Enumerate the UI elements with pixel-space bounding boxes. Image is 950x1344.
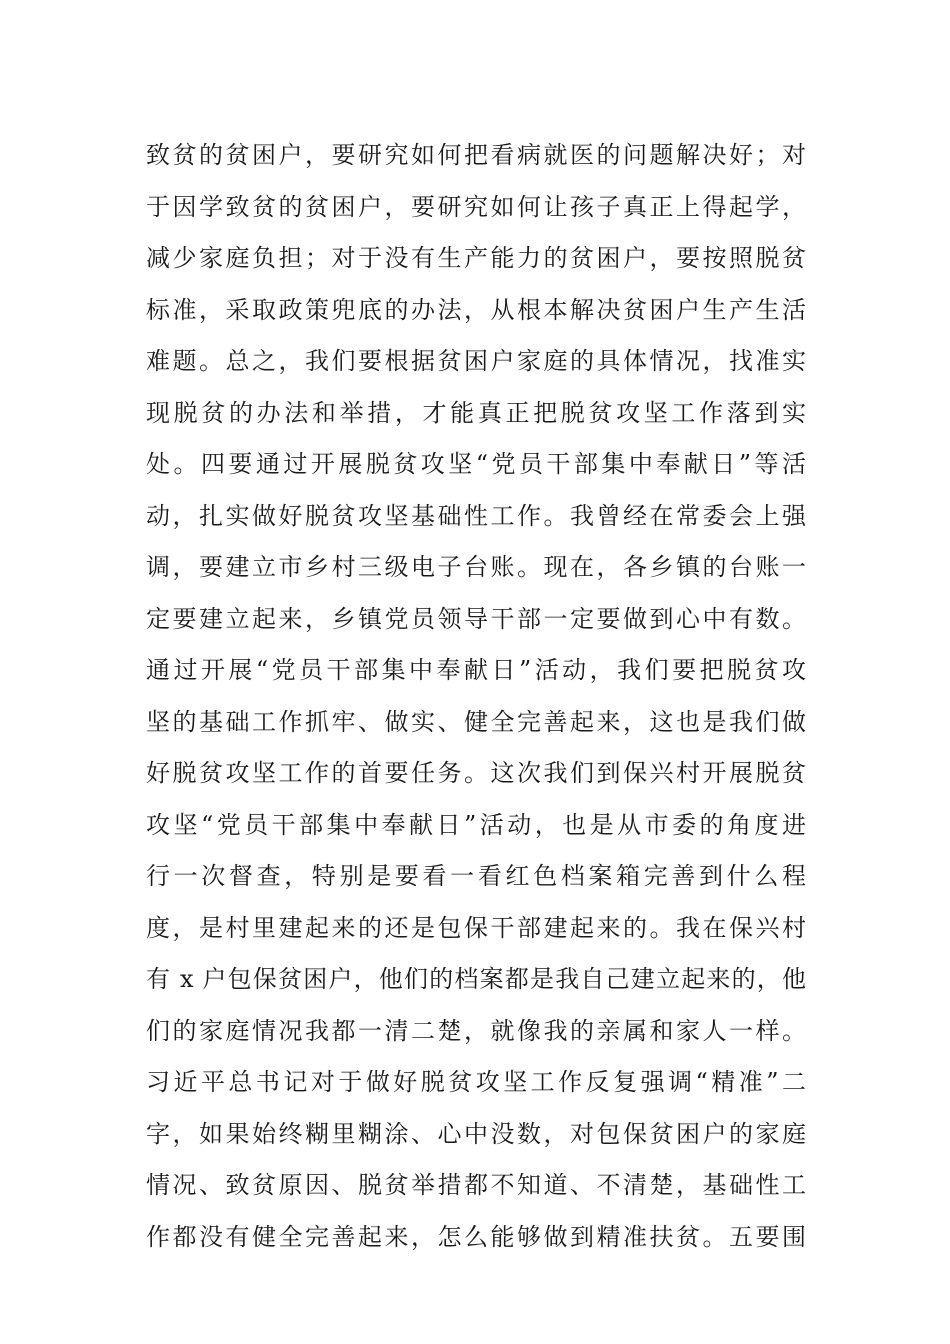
text-line: 们的家庭情况我都一清二楚，就像我的亲属和家人一样。: [146, 1016, 806, 1045]
text-line: 作都没有健全完善起来，怎么能够做到精准扶贫。五要围: [146, 1222, 806, 1251]
text-line: 于因学致贫的贫困户，要研究如何让孩子真正上得起学，: [146, 192, 806, 221]
text-line: 有 x 户包保贫困户，他们的档案都是我自己建立起来的，他: [146, 965, 806, 993]
text-line: 情况、致贫原因、脱贫举措都不知道、不清楚，基础性工: [146, 1171, 806, 1199]
text-line: 度，是村里建起来的还是包保干部建起来的。我在保兴村: [146, 913, 806, 942]
text-line: 习近平总书记对于做好脱贫攻坚工作反复强调“精准”二: [146, 1068, 806, 1096]
text-line: 行一次督查，特别是要看一看红色档案箱完善到什么程: [146, 862, 806, 890]
text-line: 现脱贫的办法和举措，才能真正把脱贫攻坚工作落到实: [146, 398, 806, 427]
text-line: 字，如果始终糊里糊涂、心中没数，对包保贫困户的家庭: [146, 1119, 806, 1148]
body-text: [146, 130, 806, 1263]
text-line: 致贫的贫困户，要研究如何把看病就医的问题解决好；对: [146, 141, 806, 169]
text-line: 标准，采取政策兜底的办法，从根本解决贫困户生产生活: [146, 295, 806, 324]
text-line: 动，扎实做好脱贫攻坚基础性工作。我曾经在常委会上强: [146, 501, 806, 530]
text-line: 攻坚“党员干部集中奉献日”活动，也是从市委的角度进: [146, 810, 806, 839]
text-line: 难题。总之，我们要根据贫困户家庭的具体情况，找准实: [146, 347, 806, 375]
text-line: 定要建立起来，乡镇党员领导干部一定要做到心中有数。: [146, 604, 806, 633]
text-line: 调，要建立市乡村三级电子台账。现在，各乡镇的台账一: [146, 553, 806, 581]
text-line: 减少家庭负担；对于没有生产能力的贫困户，要按照脱贫: [146, 244, 806, 272]
text-line: 坚的基础工作抓牢、做实、健全完善起来，这也是我们做: [146, 707, 806, 736]
text-line: 通过开展“党员干部集中奉献日”活动，我们要把脱贫攻: [146, 656, 806, 684]
text-line: 处。四要通过开展脱贫攻坚“党员干部集中奉献日”等活: [146, 450, 806, 478]
text-line: 好脱贫攻坚工作的首要任务。这次我们到保兴村开展脱贫: [146, 759, 806, 787]
